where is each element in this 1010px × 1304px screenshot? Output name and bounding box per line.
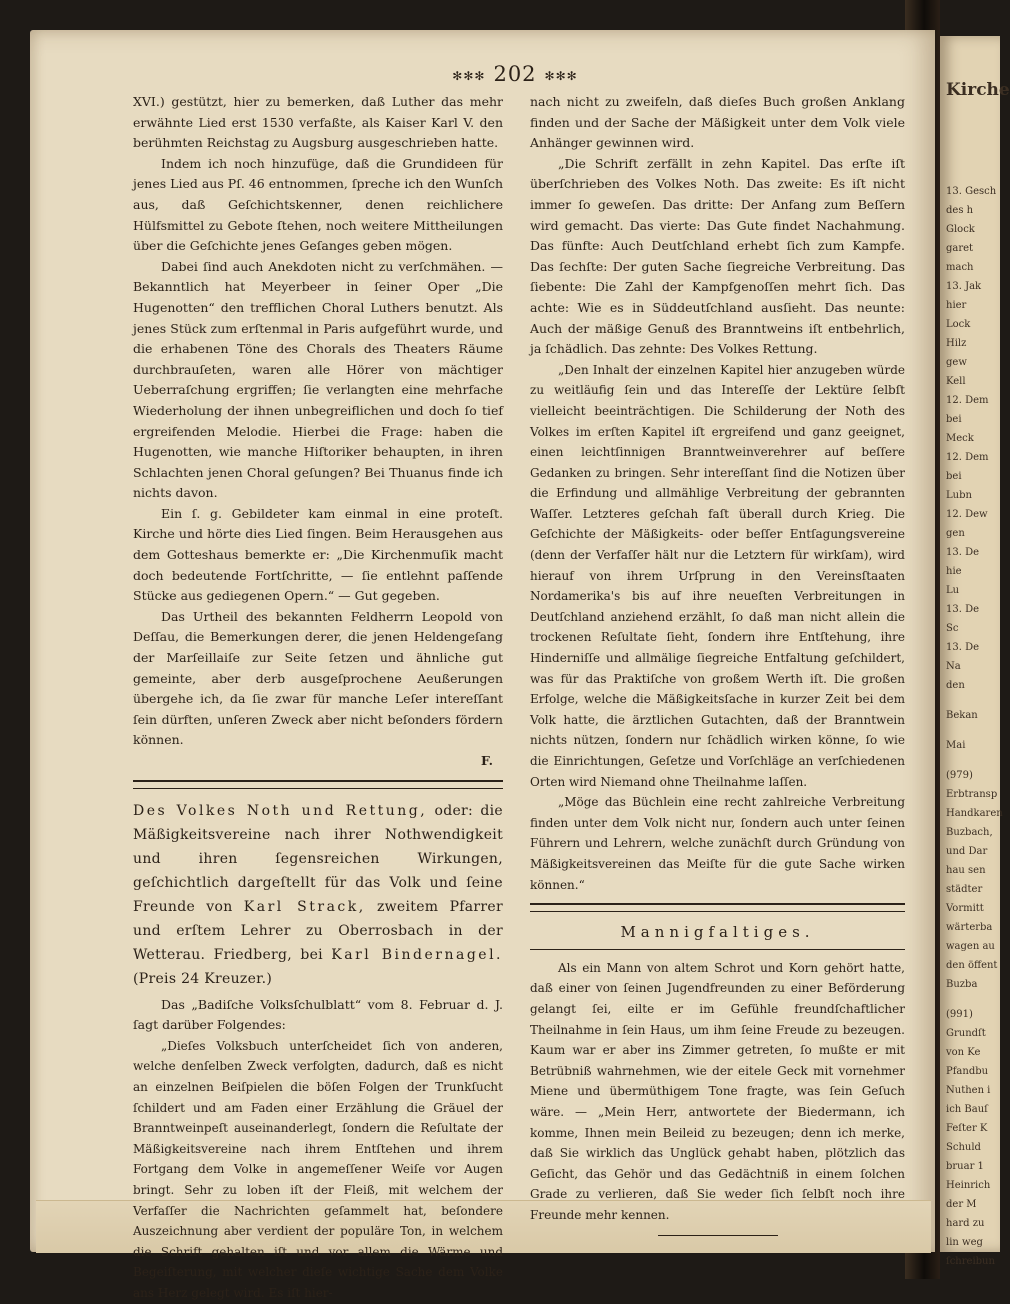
adjacent-page-text: Bekan — [946, 710, 978, 721]
adjacent-page-text: Lubn — [946, 490, 972, 501]
adjacent-page-text: Schuld — [946, 1142, 981, 1153]
paragraph: Das „Badiſche Volksſchulblatt“ vom 8. Februar d. J. ſagt darüber Folgendes: — [133, 996, 503, 1033]
adjacent-page-text: 12. Dew — [946, 509, 988, 520]
adjacent-page-text: Handkaren — [946, 808, 1003, 819]
page-number-header — [440, 62, 590, 86]
adjacent-page-header: Kirche — [946, 80, 1010, 100]
adjacent-page-text: Erbtransp — [946, 789, 998, 800]
adjacent-page-text: hier — [946, 300, 967, 311]
adjacent-page-text: hau sen — [946, 865, 986, 876]
adjacent-page-text: 13. De — [946, 642, 980, 653]
ornament-left-icon: ✻✻✻ — [452, 68, 486, 83]
adjacent-page-text: wärterba — [946, 922, 993, 933]
adjacent-page-text: Grundſt — [946, 1028, 986, 1039]
author-signature: F. — [481, 753, 493, 768]
review-title — [133, 799, 503, 991]
page-number: 202 — [493, 62, 537, 86]
paragraph: Indem ich noch hinzufüge, daß die Grundideen für jenes Lied aus Pſ. 46 entnommen, ſpreche ich den Wunſch aus, daß Geſchichtskenner, denen reichlichere Hülfsmittel zu Gebote ſtehen, noch weitere Mittheilungen über die Geſchichte jenes Geſanges geben mögen. — [133, 155, 503, 254]
adjacent-page-text: des h — [946, 205, 974, 216]
adjacent-page-text: Sc — [946, 623, 959, 634]
section-divider — [530, 903, 905, 912]
adjacent-page-text: 13. De — [946, 547, 980, 558]
adjacent-page-text: hard zu — [946, 1218, 985, 1229]
adjacent-page-text: den öffent — [946, 960, 998, 971]
adjacent-page-fragment — [940, 36, 1010, 1267]
book-author: Karl Strack, — [243, 898, 366, 915]
adjacent-page-text: Glock — [946, 224, 975, 235]
adjacent-page-text: lin weg — [946, 1237, 983, 1248]
adjacent-page-text: Lock — [946, 319, 971, 330]
adjacent-page-text: der M — [946, 1199, 977, 1210]
adjacent-page-text: Feſter K — [946, 1123, 988, 1134]
adjacent-page-text: von Ke — [946, 1047, 981, 1058]
adjacent-page-text: Vormitt — [946, 903, 984, 914]
section-divider — [133, 780, 503, 789]
quote-paragraph: „Dieſes Volksbuch unterſcheidet ſich von anderen, welche denſelben Zweck verfolgten, dadurch, daß es nicht an einzelnen Beiſpielen die böſen Folgen der Trunkſucht ſchildert und am Faden einer Erzählung die Gräuel der Branntweinpeſt auseinanderlegt, ſondern die Reſultate der Mäßigkeitsvereine nach ihrem Entſtehen und ihrem Fortgang dem Volke in angemeſſener Weiſe vor Augen bringt. Sehr zu loben iſt der Fleiß, mit welchem der Verfaſſer die Nachrichten geſammelt hat, beſondere Auszeichnung aber verdient der populäre Ton, in welchem die Schrift gehalten iſt und vor allem die Wärme und Begeiſterung, mit welcher dieſe wichtige Sache dem Volke ans Herz gelegt wird. Es iſt hier- — [133, 1038, 503, 1300]
adjacent-page-text: gen — [946, 528, 965, 539]
adjacent-page-text: und Dar — [946, 846, 988, 857]
quote-paragraph: „Möge das Büchlein eine recht zahlreiche Verbreitung finden unter dem Volk nicht nur, ſondern auch unter ſeinen Führern und Lehrern, welche zunächſt durch Gründung von Mäßigkeitsvereinen das Meiſte für die gute Sache wirken können.“ — [530, 795, 905, 892]
book-author-role: zweitem Pfarrer und erſtem Lehrer zu Oberrosbach in der Wetterau. Friedberg, bei — [133, 898, 503, 963]
quote-paragraph: „Den Inhalt der einzelnen Kapitel hier anzugeben würde zu weitläufig ſein und das Intereſſe der Lektüre ſelbſt vielleicht beeinträchtigen. Die Schilderung der Noth des Volkes im erſten Kapitel iſt ergreifend und ganz geeignet, einen leichtſinnigen Branntweinverehrer auf beſſere Gedanken zu bringen. Sehr intereſſant ſind die Notizen über die Erfindung und allmählige Verbreitung der gebrannten Waſſer. Letzteres geſchah faſt überall durch Krieg. Die Geſchichte der Mäßigkeits- oder beſſer Entſagungsvereine (denn der Verfaſſer hält nur die Letztern für wirkſam), wird hierauf von ihrem Urſprung in den Vereinsſtaaten Nordamerika's bis auf ihre neueſten Verbreitungen in Deutſchland anziehend erzählt, ſo daß man nicht allein die trockenen Reſultate ſieht, ſondern ihre Entſtehung, ihre Hinderniſſe und allmälige ſiegreiche Entfaltung geſchildert, was für das Praktiſche von großem Werth iſt. Die großen Erfolge, welche die Mäßigkeitsſache in kurzer Zeit bei dem Volk hatte, die ärztlichen Gutachten, daß der Branntwein nichts nützen, ſondern nur ſchädlich wirken könne, ſo wie die Einrichtungen, Geſetze und Vorſchläge an verſchiedenen Orten wird Niemand ohne Theilnahme laſſen. — [530, 362, 905, 789]
adjacent-page-text: bei — [946, 471, 962, 482]
adjacent-page-text: 13. De — [946, 604, 980, 615]
adjacent-page-text: gew — [946, 357, 967, 368]
adjacent-page-text: Pfandbu — [946, 1066, 989, 1077]
book-publisher: Karl Bindernagel. — [331, 946, 503, 963]
adjacent-page-text: Hilz — [946, 338, 967, 349]
adjacent-page-text: Heinrich — [946, 1180, 991, 1191]
adjacent-page-text: garet — [946, 243, 974, 254]
adjacent-page-text: hie — [946, 566, 962, 577]
title-underline — [530, 949, 905, 950]
adjacent-page-text: wagen au — [946, 941, 995, 952]
paragraph: Das Urtheil des bekannten Feldherrn Leopold von Deſſau, die Bemerkungen derer, die jenen Heldengeſang der Marſeillaiſe zur Seite ſetzen und ähnliche gut gemeinte, aber derb ausgeſprochene Aeußerungen übergehe ich, da ſie zwar für manche Leſer intereſſant ſein dürften, unſeren Zweck aber nicht beſonders fördern können. — [133, 608, 503, 748]
adjacent-page-text: Buzba — [946, 979, 978, 990]
section-title: Mannigfaltiges. — [620, 923, 815, 942]
adjacent-page-text: mach — [946, 262, 974, 273]
adjacent-page-text: 12. Dem — [946, 395, 989, 406]
adjacent-page-text: (979) — [946, 770, 973, 781]
paragraph: Dabei ſind auch Anekdoten nicht zu verſchmähen. — Bekanntlich hat Meyerbeer in ſeiner Oper „Die Hugenotten“ den trefflichen Choral Luthers benutzt. Als jenes Stück zum erſtenmal in Paris aufgeführt wurde, und die erhabenen Töne des Chorals des Theaters Räume durchbrauſeten, waren alle Hörer von mächtiger Ueberraſchung ergriffen; ſie verlangten eine mehrfache Wiederholung der ihnen unbegreiflichen und doch ſo tief ergreifenden Melodie. Hierbei die Frage: haben die Hugenotten, wie manche Hiſtoriker behaupten, in ihren Schlachten jenen Choral geſungen? Bei Thuanus finde ich nichts davon. — [133, 258, 503, 501]
adjacent-page-text: Na — [946, 661, 961, 672]
adjacent-page-text: 12. Dem — [946, 452, 989, 463]
adjacent-page-text: (991) — [946, 1009, 973, 1020]
book-title: Des Volkes Noth und Rettung, — [133, 802, 428, 819]
book-subtitle: oder: die Mäßigkeitsvereine nach ihrer Nothwendigkeit und ihren ſegensreichen Wirkungen, geſchichtlich dargeſtellt für das Volk und ſeine Freunde von — [133, 802, 503, 915]
adjacent-page-text: Nuthen i — [946, 1085, 991, 1096]
paragraph: nach nicht zu zweifeln, daß dieſes Buch großen Anklang finden und der Sache der Mäßigkeit unter dem Volk viele Anhänger gewinnen wird. — [530, 94, 905, 151]
ornament-right-icon: ✻✻✻ — [544, 68, 578, 83]
anecdote-paragraph: Als ein Mann von altem Schrot und Korn gehört hatte, daß einer von ſeinen Jugendfreunden zu einer Beförderung gelangt ſei, eilte er im Gefühle freundſchaftlicher Theilnahme in ſein Haus, um ihm ſeine Freude zu bezeugen. Kaum war er aber ins Zimmer getreten, ſo mußte er mit Betrübniß wahrnehmen, wie der eitele Geck mit vornehmer Miene und übermüthigem Tone fragte, was ſein Geſuch wäre. — „Mein Herr, antwortete der Biedermann, ich komme, Ihnen mein Beileid zu bezeugen; denn ich merke, daß Sie wirklich das Unglück gehabt haben, plötzlich das Geſicht, das Gehör und das Gedächtniß in einem ſolchen Grade zu verlieren, daß Sie weder ſich ſelbſt noch ihre Freunde mehr kennen. — [530, 960, 905, 1222]
adjacent-page-text: 13. Jak — [946, 281, 982, 292]
adjacent-page-text: Lu — [946, 585, 960, 596]
adjacent-page-text: städter — [946, 884, 983, 895]
adjacent-page-text: bei — [946, 414, 962, 425]
adjacent-page-text: Mai — [946, 740, 966, 751]
adjacent-page-text: Meck — [946, 433, 974, 444]
adjacent-page-text: Kell — [946, 376, 966, 387]
right-column — [530, 92, 905, 1236]
adjacent-page-text: ſchreibun — [946, 1256, 995, 1267]
book-price: (Preis 24 Kreuzer.) — [133, 970, 273, 987]
adjacent-page-text: den — [946, 680, 965, 691]
adjacent-page-text: ich Bauſ — [946, 1104, 988, 1115]
paragraph: XVI.) gestützt, hier zu bemerken, daß Luther das mehr erwähnte Lied erst 1530 verfaßte, als Kaiser Karl V. den berühmten Reichstag zu Augsburg ausgeschrieben hatte. — [133, 94, 503, 151]
adjacent-page-text: bruar 1 — [946, 1161, 984, 1172]
left-column — [133, 92, 503, 1304]
end-divider — [658, 1235, 778, 1236]
adjacent-page-text: 13. Gesch — [946, 186, 997, 197]
chapter-list-paragraph: „Die Schrift zerfällt in zehn Kapitel. Das erſte iſt überſchrieben des Volkes Noth. Das zweite: Es iſt nicht immer ſo geweſen. Das dritte: Der Anfang zum Beſſern wird gemacht. Das vierte: Das Gute findet Nachahmung. Das fünfte: Auch Deutſchland erhebt ſich zum Kampfe. Das ſechſte: Der guten Sache ſiegreiche Verbreitung. Das ſiebente: Die Zahl der Kampfgenoſſen mehrt ſich. Das achte: Wie es in Süddeutſchland ausſieht. Das neunte: Auch der mäßige Genuß des Branntweins iſt entbehrlich, ja ſchädlich. Das zehnte: Des Volkes Rettung. — [530, 155, 905, 357]
paragraph: Ein ſ. g. Gebildeter kam einmal in eine proteſt. Kirche und hörte dies Lied ſingen. Beim Herausgehen aus dem Gotteshaus bemerkte er: „Die Kirchenmuſik macht doch bedeutende Fortſchritte, — ſie entlehnt paſſende Stücke aus gediegenen Opern.“ — Gut gegeben. — [133, 505, 503, 604]
adjacent-page-text: Buzbach, — [946, 827, 993, 838]
